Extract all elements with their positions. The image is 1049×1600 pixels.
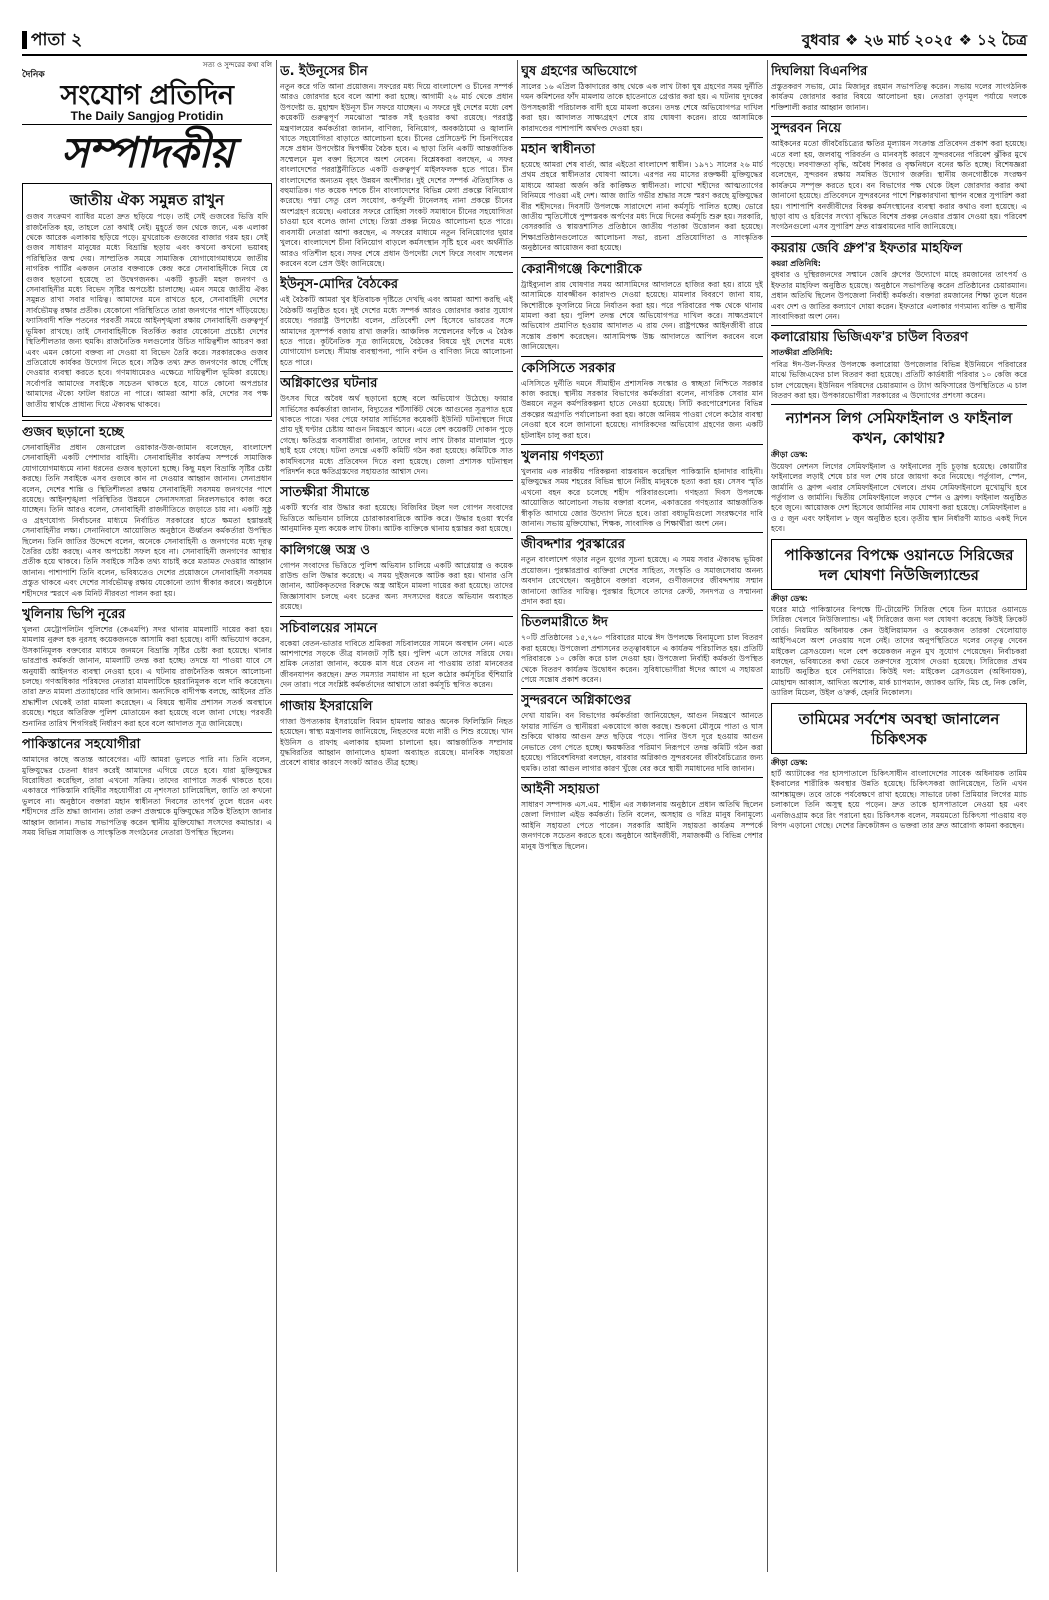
story-body: গাজা উপত্যকায় ইসরায়েলি বিমান হামলায় আরও অনেক ফিলিস্তিনি নিহত হয়েছেন। স্বাস্থ্য মন্ত্রণালয় জানিয়েছে, নিহতদের মধ্যে নারী ও শিশু রয়েছে। খান ইউনিস ও রাফাহ এলাকায় হামলা চালানো হয়। আন্তর্জাতিক সম্প্রদায় যুদ্ধবিরতির আহ্বান জানালেও হামলা অব্যাহত রয়েছে। মানবিক সহায়তা প্রবেশে বাধার কারণে সংকট আরও তীব্র হচ্ছে। — [280, 716, 513, 768]
page-number-marker-icon — [22, 31, 27, 49]
story-headline: তামিমের সর্বশেষ অবস্থা জানালেন চিকিৎসক — [798, 709, 1000, 748]
story-body: উৎসব ঘিরে অবৈধ অর্থ ছড়ানো হচ্ছে বলে অভিযোগ উঠেছে। ফায়ার সার্ভিসের কর্মকর্তারা জানান, বিদ্যুতের শর্টসার্কিট থেকে আগুনের সূত্রপাত হয়ে থাকতে পারে। খবর পেয়ে ফায়ার সার্ভিসের কয়েকটি ইউনিট ঘটনাস্থলে গিয়ে প্রায় দুই ঘণ্টার চেষ্টায় আগুন নিয়ন্ত্রণে আনে। এতে বেশ কয়েকটি দোকান পুড়ে গেছে। ক্ষতিগ্রস্ত ব্যবসায়ীরা জানান, তাদের লাখ লাখ টাকার মালামাল পুড়ে ছাই হয়ে গেছে। ঘটনা তদন্তে একটি কমিটি গঠন করা হয়েছে। কমিটিকে সাত কার্যদিবসের মধ্যে প্রতিবেদন দিতে বলা হয়েছে। জেলা প্রশাসক ঘটনাস্থল পরিদর্শন করে ক্ষতিগ্রস্তদের সহায়তার আশ্বাস দেন। — [280, 394, 513, 476]
story-body: নতুন করে গতি আনা প্রয়োজন। সফরের মধ্য দিয়ে বাংলাদেশ ও চীনের সম্পর্ক আরও জোরদার হবে বলে আশা করা হচ্ছে। আগামী ২৬ মার্চ থেকে প্রধান উপদেষ্টা ড. মুহাম্মদ ইউনূস চীন সফরে যাচ্ছেন। এ সফরে দুই দেশের মধ্যে বেশ কয়েকটি গুরুত্বপূর্ণ সমঝোতা স্মারক সই হওয়ার কথা রয়েছে। পররাষ্ট্র মন্ত্রণালয়ের কর্মকর্তারা জানান, বাণিজ্য, বিনিয়োগ, অবকাঠামো ও জ্বালানি খাতে সহযোগিতা বাড়াতে আলোচনা হবে। চীনের প্রেসিডেন্ট শি চিনপিংয়ের সঙ্গে প্রধান উপদেষ্টার দ্বিপক্ষীয় বৈঠক হবে। এ ছাড়া তিনি একটি আন্তর্জাতিক সম্মেলনে মূল বক্তা হিসেবে অংশ নেবেন। বিশ্লেষকরা বলছেন, এ সফর বাংলাদেশের পররাষ্ট্রনীতিতে একটি গুরুত্বপূর্ণ মাইলফলক হতে পারে। চীন বাংলাদেশের অন্যতম বৃহৎ উন্নয়ন অংশীদার। দুই দেশের সম্পর্ক ঐতিহাসিক ও বহুমাত্রিক। গত কয়েক দশকে চীন বাংলাদেশের বিভিন্ন মেগা প্রকল্পে বিনিয়োগ করেছে। পদ্মা সেতু রেল সংযোগ, কর্ণফুলী টানেলসহ নানা প্রকল্পে চীনের অংশগ্রহণ রয়েছে। এবারের সফরে রোহিঙ্গা সংকট সমাধানে চীনের সহযোগিতা চাওয়া হবে বলেও জানা গেছে। তিস্তা প্রকল্প নিয়েও আলোচনা হতে পারে। ব্যবসায়ী নেতারা আশা করছেন, এ সফরের মাধ্যমে নতুন বিনিয়োগের দুয়ার খুলবে। বাংলাদেশে চীনা বিনিয়োগ বাড়লে কর্মসংস্থান সৃষ্টি হবে এবং অর্থনীতি আরও গতিশীল হবে। সফর শেষে প্রধান উপদেষ্টা দেশে ফিরে সংবাদ সম্মেলন করবেন বলে প্রেস উইং জানিয়েছে। — [280, 82, 513, 268]
column-divider — [276, 60, 277, 1572]
story-headline: ইউনূস-মোদির বৈঠকের — [280, 277, 399, 293]
story-headline: দিঘলিয়া বিএনপির — [771, 64, 868, 79]
story-box — [771, 703, 1027, 754]
story-headline: জীবদ্দশার পুরস্কারের — [521, 537, 625, 553]
section-rule — [521, 257, 763, 258]
story-body: সেনাবাহিনীর প্রধান জেনারেল ওয়াকার-উজ-জামান বলেছেন, বাংলাদেশ সেনাবাহিনী একটি পেশাদার বাহিনী। সেনাবাহিনীর কার্যক্রম সম্পর্কে সামাজিক যোগাযোগমাধ্যমে নানা ধরনের গুজব ছড়ানো হচ্ছে। কিছু মহল বিভ্রান্তি সৃষ্টির চেষ্টা করছে। তিনি সবাইকে এসব গুজবে কান না দেওয়ার আহ্বান জানান। সেনাপ্রধান বলেন, দেশের শান্তি ও স্থিতিশীলতা রক্ষায় সেনাবাহিনী সবসময় জনগণের পাশে রয়েছে। আইনশৃঙ্খলা পরিস্থিতির উন্নয়নে সেনাসদস্যরা নিরলসভাবে কাজ করে যাচ্ছেন। তিনি আরও বলেন, সেনাবাহিনী রাজনীতিতে জড়াতে চায় না। একটি সুষ্ঠু ও গ্রহণযোগ্য নির্বাচনের মাধ্যমে নির্বাচিত সরকারের হাতে ক্ষমতা হস্তান্তরই সেনাবাহিনীর লক্ষ্য। সেনানিবাসে আয়োজিত অনুষ্ঠানে ঊর্ধ্বতন কর্মকর্তারা উপস্থিত ছিলেন। তিনি জাতির উদ্দেশে বলেন, অনেকে সেনাবাহিনী ও জনগণের মধ্যে দূরত্ব তৈরির চেষ্টা করছে। এসব অপচেষ্টা সফল হবে না। সেনাবাহিনী জনগণের আস্থার প্রতীক হয়ে থাকবে। তিনি সবাইকে সঠিক তথ্য যাচাই করে মতামত দেওয়ার আহ্বান জানান। পাশাপাশি তিনি বলেন, ভবিষ্যতেও দেশের প্রয়োজনে সেনাবাহিনী সবসময় প্রস্তুত থাকবে এবং দেশের সার্বভৌমত্ব রক্ষায় যেকোনো ত্যাগ স্বীকার করবে। অনুষ্ঠানে শহীদদের স্মরণে এক মিনিট নীরবতা পালন করা হয়। — [22, 442, 272, 598]
issue-date: বুধবার ❖ ২৬ মার্চ ২০২৫ ❖ ১২ চৈত্র — [801, 30, 1027, 49]
column-divider — [517, 60, 518, 1572]
story-headline: মহান স্বাধীনতা — [521, 142, 596, 158]
section-rule — [521, 356, 763, 357]
story-body: সাধারণ সম্পাদক এস.এম. শাহীন এর সঞ্চালনায় অনুষ্ঠানে প্রধান অতিথি ছিলেন জেলা লিগ্যাল এইড কর্মকর্তা। তিনি বলেন, অসহায় ও দরিদ্র মানুষ বিনামূল্যে আইনি সহায়তা পেতে পারেন। সরকারি আইনি সহায়তা কার্যক্রম সম্পর্কে জনগণকে সচেতন করতে হবে। অনুষ্ঠানে আইনজীবী, সমাজকর্মী ও বিভিন্ন পেশার মানুষ উপস্থিত ছিলেন। — [521, 799, 763, 851]
story-headline: পাকিস্তানের বিপক্ষে ওয়ানডে সিরিজের দল ঘোষণা নিউজিল্যান্ডের — [784, 545, 1014, 584]
story-body: উয়েফা নেশনস লিগের সেমিফাইনাল ও ফাইনালের সূচি চূড়ান্ত হয়েছে। কোয়ার্টার ফাইনালের লড়াই শেষে চার দল শেষ চারে জায়গা করে নিয়েছে। পর্তুগাল, স্পেন, জার্মানি ও ফ্রান্স এবার সেমিফাইনালে খেলবে। প্রথম সেমিফাইনালে মুখোমুখি হবে পর্তুগাল ও জার্মানি। দ্বিতীয় সেমিফাইনালে লড়বে স্পেন ও ফ্রান্স। ফাইনাল অনুষ্ঠিত হবে জুনে। আয়োজক দেশ হিসেবে জার্মানির নাম ঘোষণা করা হয়েছে। সেমিফাইনাল ৪ ও ৫ জুন এবং ফাইনাল ৮ জুন অনুষ্ঠিত হবে। তৃতীয় স্থান নির্ধারণী ম্যাচও একই দিনে হবে। — [771, 461, 1027, 534]
section-rule — [280, 538, 513, 539]
story-reporter: ক্রীড়া ডেস্ক: — [771, 757, 808, 767]
story-body: হার্ট অ্যাটাকের পর হাসপাতালে চিকিৎসাধীন বাংলাদেশের সাবেক অধিনায়ক তামিম ইকবালের শারীরিক অবস্থার উন্নতি হয়েছে। চিকিৎসকরা জানিয়েছেন, তিনি এখন আশঙ্কামুক্ত। তবে তাকে পর্যবেক্ষণে রাখা হয়েছে। সাভারে ঢাকা প্রিমিয়ার লিগের ম্যাচ চলাকালে তিনি অসুস্থ হয়ে পড়েন। দ্রুত তাকে হাসপাতালে নেওয়া হয় এবং এনজিওগ্রাম করে রিং পরানো হয়। চিকিৎসক বলেন, সময়মতো চিকিৎসা পাওয়ায় বড় বিপদ এড়ানো গেছে। দেশের ক্রিকেটাঙ্গন ও ভক্তরা তার দ্রুত আরোগ্য কামনা করছেন। — [771, 769, 1027, 831]
story-headline: কলারোয়ায় ভিজিএফ'র চাউল বিতরণ — [771, 330, 968, 346]
story-headline: ঘুষ গ্রহণের অভিযোগে — [521, 64, 637, 79]
page-number — [22, 27, 82, 55]
story-headline: অগ্নিকাণ্ডের ঘটনার — [280, 376, 378, 392]
story-body: খুলনা মেট্রোপলিটন পুলিশের (কেএমপি) সদর থানায় মামলাটি দায়ের করা হয়। মামলায় নুরুল হক নুরসহ কয়েকজনকে আসামি করা হয়েছে। বাদী অভিযোগ করেন, উসকানিমূলক বক্তব্যের মাধ্যমে জনমনে বিভ্রান্তি সৃষ্টির চেষ্টা করা হয়েছে। থানার ভারপ্রাপ্ত কর্মকর্তা জানান, মামলাটি তদন্ত করা হচ্ছে। তদন্তে যা পাওয়া যাবে সে অনুযায়ী আইনগত ব্যবস্থা নেওয়া হবে। এ ঘটনায় রাজনৈতিক অঙ্গনে আলোচনা চলছে। গণঅধিকার পরিষদের নেতারা মামলাটিকে হয়রানিমূলক বলে দাবি করেছেন। তারা দ্রুত মামলা প্রত্যাহারের দাবি জানান। অন্যদিকে বাদীপক্ষ বলছে, আইনের প্রতি শ্রদ্ধাশীল থেকেই তারা মামলা করেছেন। এ বিষয়ে স্থানীয় প্রশাসন সতর্ক অবস্থানে রয়েছে। শহরে অতিরিক্ত পুলিশ মোতায়েন করা হয়েছে বলে জানা গেছে। পরবর্তী শুনানির তারিখ শিগগিরই নির্ধারণ করা হবে বলে আদালত সূত্র জানিয়েছে। — [22, 625, 272, 728]
story-headline: গুজব ছড়ানো হচ্ছে — [22, 424, 124, 440]
story-headline: ন্যাশনস লিগ সেমিফাইনাল ও ফাইনাল কখন, কোথায়? — [785, 409, 1013, 448]
section-rule — [521, 688, 763, 689]
story-headline: চিতলমারীতে ঈদ — [521, 615, 608, 631]
section-rule — [521, 532, 763, 533]
story-headline: সচিবালয়ের সামনে — [280, 620, 378, 636]
story-body: সালের ১৬ এপ্রিল ঠিকাদারের কাছ থেকে এক লাখ টাকা ঘুষ গ্রহণের সময় দুর্নীতি দমন কমিশনের ফাঁদ মামলায় তাকে হাতেনাতে গ্রেপ্তার করা হয়। এ ঘটনায় দুদকের উপসহকারী পরিচালক বাদী হয়ে মামলা করেন। তদন্ত শেষে অভিযোগপত্র দাখিল করা হয়। আদালত সাক্ষ্যগ্রহণ শেষে রায় ঘোষণা করেন। রায়ে আসামিকে কারাদণ্ডের পাশাপাশি অর্থদণ্ড দেওয়া হয়। — [521, 82, 763, 133]
editorial-headline: জাতীয় ঐক্য সমুন্নত রাখুন — [69, 191, 225, 210]
story-body: এসিসিতে দুর্নীতি দমনে সীমাহীন প্রশাসনিক সংস্কার ও স্বচ্ছতা নিশ্চিতে সরকার কাজ করছে। স্থানীয় সরকার বিভাগের কর্মকর্তারা বলেন, নাগরিক সেবার মান উন্নয়নে নতুন কর্মপরিকল্পনা হাতে নেওয়া হয়েছে। সিটি করপোরেশনের বিভিন্ন প্রকল্পের অগ্রগতি পর্যালোচনা করা হয়। কাজে অনিয়ম পাওয়া গেলে কঠোর ব্যবস্থা নেওয়া হবে বলে জানানো হয়েছে। নাগরিকদের অভিযোগ গ্রহণের জন্য একটি হটলাইন চালু করা হবে। — [521, 378, 763, 440]
story-headline: কেরানীগঞ্জে কিশোরীকে — [521, 261, 642, 277]
editorial-body: গুজব সংক্রমণ ব্যাধির মতো দ্রুত ছড়িয়ে পড়ে। তাই সেই গুজবের ভিত্তি যদি রাজনৈতিক হয়, তাহলে তো কথাই নেই। মুহূর্তে জন থেকে জনে, এক এলাকা থেকে আরেক এলাকায় ছড়িয়ে পড়ে। মুখরোচক গুজবের বাজার গরম হয়। সেই গুজব সাধারণ মানুষের মধ্যে বিভ্রান্তি ছড়ায় এবং কখনো কখনো ভয়াবহ পরিস্থিতির জন্ম দেয়। সাম্প্রতিক সময়ে সামাজিক যোগাযোগমাধ্যমে জাতীয় নাগরিক পার্টির একজন নেতার বক্তব্যকে কেন্দ্র করে সেনাবাহিনীকে নিয়ে যে গুজব ছড়ানো হয়েছে তা উদ্বেগজনক। একটি কুচক্রী মহল জনগণ ও সেনাবাহিনীর মধ্যে বিভেদ সৃষ্টির অপচেষ্টা চালাচ্ছে। এমন সময়ে জাতীয় ঐক্য সমুন্নত রাখা সবার দায়িত্ব। আমাদের মনে রাখতে হবে, সেনাবাহিনী দেশের সার্বভৌমত্ব রক্ষার প্রতীক। যেকোনো পরিস্থিতিতে তারা জনগণের পাশে দাঁড়িয়েছে। ফ্যাসিবাদী শক্তি পতনের পরবর্তী সময়ে আইনশৃঙ্খলা রক্ষায় সেনাবাহিনী গুরুত্বপূর্ণ ভূমিকা রাখছে। তাই সেনাবাহিনীকে বিতর্কিত করার যেকোনো প্রচেষ্টা দেশের স্থিতিশীলতার জন্য হুমকি। রাজনৈতিক দলগুলোর উচিত দায়িত্বশীল আচরণ করা এবং এমন কোনো বক্তব্য না দেওয়া যা বিভেদ তৈরি করে। সরকারকেও গুজব প্রতিরোধে কার্যকর উদ্যোগ নিতে হবে। সঠিক তথ্য দ্রুত জনগণের কাছে পৌঁছে দেওয়ার ব্যবস্থা করতে হবে। গণমাধ্যমেরও এক্ষেত্রে দায়িত্বশীল ভূমিকা রয়েছে। সর্বোপরি আমাদের সবাইকে সচেতন থাকতে হবে, যাতে কোনো অপপ্রচার আমাদের ঐক্যে ফাটল ধরাতে না পারে। আমরা আশা করি, দেশের সব পক্ষ জাতীয় স্বার্থকে প্রাধান্য দিয়ে ঐক্যবদ্ধ থাকবে। — [26, 212, 268, 409]
story-body: হয়েছে আমরা শেষ বার্তা, আর এইতো বাংলাদেশ স্বাধীন। ১৯৭১ সালের ২৬ মার্চ প্রথম প্রহরে স্বাধীনতার ঘোষণা আসে। এরপর নয় মাসের রক্তক্ষয়ী মুক্তিযুদ্ধের মাধ্যমে আমরা অর্জন করি কাঙ্ক্ষিত স্বাধীনতা। লাখো শহীদের আত্মত্যাগের বিনিময়ে পাওয়া এই দেশ। আজ জাতি গভীর শ্রদ্ধার সঙ্গে স্মরণ করছে মুক্তিযুদ্ধের বীর শহীদদের। দিবসটি উপলক্ষে সারাদেশে নানা কর্মসূচি পালিত হচ্ছে। ভোরে জাতীয় স্মৃতিসৌধে পুষ্পস্তবক অর্পণের মধ্য দিয়ে দিনের কর্মসূচি শুরু হয়। সরকারি, বেসরকারি ও স্বায়ত্তশাসিত প্রতিষ্ঠানে জাতীয় পতাকা উত্তোলন করা হয়েছে। শিক্ষাপ্রতিষ্ঠানগুলোতে আলোচনা সভা, রচনা প্রতিযোগিতা ও সাংস্কৃতিক অনুষ্ঠানের আয়োজন করা হয়েছে। — [521, 160, 763, 253]
editorial-box — [22, 183, 272, 417]
story-headline: খুলনায় গণহত্যা — [521, 448, 604, 464]
story-reporter: সাতক্ষীরা প্রতিনিধি: — [771, 348, 833, 358]
section-rule — [771, 404, 1027, 405]
story-body: দেখা যায়নি। বন বিভাগের কর্মকর্তারা জানিয়েছেন, আগুন নিয়ন্ত্রণে আনতে ফায়ার সার্ভিস ও স্থানীয়রা একযোগে কাজ করছে। শুকনো মৌসুমে পাতা ও ঘাস শুকিয়ে থাকায় আগুন দ্রুত ছড়িয়ে পড়ে। পানির উৎস দূরে হওয়ায় আগুন নেভাতে বেগ পেতে হচ্ছে। ক্ষয়ক্ষতির পরিমাণ নিরূপণে তদন্ত কমিটি গঠন করা হয়েছে। পরিবেশবিদরা বলছেন, বারবার অগ্নিকাণ্ড সুন্দরবনের জীববৈচিত্র্যের জন্য হুমকি। তারা আগুন লাগার কারণ খুঁজে বের করে স্থায়ী সমাধানের দাবি জানান। — [521, 711, 763, 773]
section-rule — [771, 236, 1027, 237]
story-body: ট্রাইব্যুনাল রায় ঘোষণার সময় আসামিদের আদালতে হাজির করা হয়। রায়ে দুই আসামিকে যাবজ্জীবন কারাদণ্ড দেওয়া হয়েছে। মামলার বিবরণে জানা যায়, কিশোরীকে ফুসলিয়ে নিয়ে নির্যাতন করা হয়। পরে পরিবারের পক্ষ থেকে থানায় মামলা করা হয়। পুলিশ তদন্ত শেষে অভিযোগপত্র দাখিল করে। সাক্ষ্যপ্রমাণে অভিযোগ প্রমাণিত হওয়ায় আদালত এ রায় দেন। রাষ্ট্রপক্ষের আইনজীবী রায়ে সন্তোষ প্রকাশ করেছেন। আসামিপক্ষ উচ্চ আদালতে আপিল করবেন বলে জানিয়েছেন। — [521, 279, 763, 352]
section-rule — [280, 371, 513, 372]
masthead-name-en: The Daily Sangjog Protidin — [70, 108, 224, 123]
column-4 — [771, 60, 1027, 1572]
story-body: গোপন সংবাদের ভিত্তিতে পুলিশ অভিযান চালিয়ে একটি আগ্নেয়াস্ত্র ও কয়েক রাউন্ড গুলি উদ্ধার করেছে। এ সময় দুইজনকে আটক করা হয়। থানার ওসি জানান, আটককৃতদের বিরুদ্ধে অস্ত্র আইনে মামলা দায়ের করা হয়েছে। তাদের জিজ্ঞাসাবাদ চলছে এবং চক্রের অন্য সদস্যদের ধরতে অভিযান অব্যাহত রয়েছে। — [280, 560, 513, 612]
column-2 — [280, 60, 513, 1572]
story-headline: সুন্দরবন নিয়ে — [771, 121, 842, 137]
page-number-label: পাতা ২ — [31, 30, 83, 50]
column-divider — [767, 60, 768, 1572]
story-reporter: ক্রীড়া ডেস্ক: — [771, 450, 808, 460]
masthead-daily: দৈনিক — [22, 70, 45, 81]
story-box — [771, 539, 1027, 590]
story-reporter: ক্রীড়া ডেস্ক: — [771, 593, 808, 603]
editorial-section-title: সম্পাদকীয় — [61, 128, 233, 178]
story-body: এই বৈঠকটি আমরা খুব ইতিবাচক দৃষ্টিতে দেখছি এবং আমরা আশা করছি এই বৈঠকটি অনুষ্ঠিত হবে। দুই দেশের মধ্যে সম্পর্ক আরও জোরদার করার সুযোগ রয়েছে। পররাষ্ট্র উপদেষ্টা বলেন, প্রতিবেশী দেশ হিসেবে ভারতের সঙ্গে আমাদের সুসম্পর্ক বজায় রাখা জরুরি। আঞ্চলিক সম্মেলনের ফাঁকে এ বৈঠক হতে পারে। কূটনৈতিক সূত্র জানিয়েছে, বৈঠকের বিষয়ে দুই দেশের মধ্যে যোগাযোগ চলছে। সীমান্ত ব্যবস্থাপনা, পানি বণ্টন ও বাণিজ্য নিয়ে আলোচনা হতে পারে। — [280, 295, 513, 367]
story-body: একটি স্বর্ণের বার উদ্ধার করা হয়েছে। বিজিবির টহল দল গোপন সংবাদের ভিত্তিতে অভিযান চালিয়ে চোরাকারবারিকে আটক করে। উদ্ধার হওয়া স্বর্ণের আনুমানিক মূল্য কয়েক লাখ টাকা। আটক ব্যক্তিকে থানায় হস্তান্তর করা হয়েছে। — [280, 503, 513, 534]
story-headline: সুন্দরবনে অগ্নিকাণ্ডের — [521, 693, 631, 709]
story-reporter: কয়রা প্রতিনিধি: — [771, 258, 821, 268]
section-rule — [280, 480, 513, 481]
section-rule — [280, 694, 513, 695]
story-headline: সাতক্ষীরা সীমান্তে — [280, 485, 370, 501]
story-headline: কেসিসিতে সরকার — [521, 360, 616, 376]
story-body: নতুন বাংলাদেশ গড়ার নতুন যুগের সূচনা হয়েছে। এ সময় সবার ঐক্যবদ্ধ ভূমিকা প্রয়োজন। পুরস্কারপ্রাপ্ত ব্যক্তিরা দেশের সাহিত্য, সংস্কৃতি ও সমাজসেবায় অনন্য অবদান রেখেছেন। অনুষ্ঠানে বক্তারা বলেন, গুণীজনদের জীবদ্দশায় সম্মান জানানো জাতির দায়িত্ব। পুরস্কার হিসেবে তাদের ক্রেস্ট, সনদপত্র ও সম্মাননা প্রদান করা হয়। — [521, 555, 763, 607]
story-headline: ড. ইউনূসের চীন — [280, 64, 368, 79]
section-rule — [22, 420, 272, 421]
story-body: আইকনের মতো জীববৈচিত্র্যের ক্ষতির মূল্যায়ন সংক্রান্ত প্রতিবেদন প্রকাশ করা হয়েছে। এতে বলা হয়, জলবায়ু পরিবর্তন ও মানবসৃষ্ট কারণে সুন্দরবনের পরিবেশ ঝুঁকির মুখে পড়েছে। লবণাক্ততা বৃদ্ধি, অবৈধ শিকার ও বৃক্ষনিধনে বনের ক্ষতি হচ্ছে। বিশেষজ্ঞরা বলেছেন, সুন্দরবন রক্ষায় সমন্বিত উদ্যোগ জরুরি। স্থানীয় জনগোষ্ঠীকে সংরক্ষণ কার্যক্রমে সম্পৃক্ত করতে হবে। বন বিভাগের পক্ষ থেকে টহল জোরদার করার কথা জানানো হয়েছে। প্রতিবেদনে সুন্দরবনের পাশে শিল্পকারখানা স্থাপন বন্ধের সুপারিশ করা হয়। পাশাপাশি বনজীবীদের বিকল্প কর্মসংস্থানের ব্যবস্থা করার কথাও বলা হয়েছে। এ ছাড়া বাঘ ও হরিণের সংখ্যা বৃদ্ধিতে বিশেষ প্রকল্প নেওয়ার প্রস্তাব দেওয়া হয়। পরিবেশ সংগঠনগুলো এসব সুপারিশ দ্রুত বাস্তবায়নের দাবি জানিয়েছে। — [771, 139, 1027, 232]
column-3 — [521, 60, 763, 1572]
story-headline: আইনী সহায়তা — [521, 781, 600, 797]
story-body: খুলনায় এক নারকীয় পরিকল্পনা বাস্তবায়ন করেছিল পাকিস্তানি হানাদার বাহিনী। মুক্তিযুদ্ধের সময় শহরের বিভিন্ন স্থানে নিরীহ মানুষকে হত্যা করা হয়। সেসব স্মৃতি এখনো বহন করে চলেছে শহীদ পরিবারগুলো। গণহত্যা দিবস উপলক্ষে আয়োজিত আলোচনা সভায় বক্তারা বলেন, একাত্তরের গণহত্যার আন্তর্জাতিক স্বীকৃতি আদায়ে জোর উদ্যোগ নিতে হবে। তারা বধ্যভূমিগুলো সংরক্ষণের দাবি জানান। সভায় মুক্তিযোদ্ধা, শিক্ষক, সাংবাদিক ও শিক্ষার্থীরা অংশ নেন। — [521, 466, 763, 528]
column-1 — [22, 60, 272, 1572]
story-headline: খুলিনায় ভিপি নূরের — [22, 607, 126, 623]
section-rule — [521, 137, 763, 138]
page-header-bar — [22, 28, 1027, 56]
section-rule — [521, 444, 763, 445]
story-body: প্রস্তুতকরণ সভায়, মোঃ মিজানুর রহমান সভাপতিত্ব করেন। সভায় দলের সাংগঠনিক কার্যক্রম জোরদার করার বিষয়ে আলোচনা হয়। নেতারা তৃণমূল পর্যায়ে দলকে শক্তিশালী করার আহ্বান জানান। — [771, 82, 1027, 112]
story-headline: গাজায় ইসরায়েলি — [280, 698, 373, 714]
story-body: আমাদের কাছে অত্যন্ত আবেগের। এটি আমরা ভুলতে পারি না। তিনি বলেন, মুক্তিযুদ্ধের চেতনা ধারণ করেই আমাদের এগিয়ে যেতে হবে। যারা মুক্তিযুদ্ধের বিরোধিতা করেছিল, তারা এখনো সক্রিয়। তাদের ব্যাপারে সতর্ক থাকতে হবে। একাত্তরে পাকিস্তানি বাহিনীর সহযোগীরা যে নৃশংসতা চালিয়েছিল, জাতি তা কখনো ভুলবে না। অনুষ্ঠানে বক্তারা মহান স্বাধীনতা দিবসের তাৎপর্য তুলে ধরেন এবং শহীদদের প্রতি শ্রদ্ধা জানান। তারা তরুণ প্রজন্মকে মুক্তিযুদ্ধের সঠিক ইতিহাস জানার আহ্বান জানান। সভায় সভাপতিত্ব করেন স্থানীয় মুক্তিযোদ্ধা সংসদের কমান্ডার। এ সময় বিভিন্ন সামাজিক ও সাংস্কৃতিক সংগঠনের নেতারা উপস্থিত ছিলেন। — [22, 755, 272, 837]
masthead — [22, 60, 272, 125]
section-rule — [771, 116, 1027, 117]
story-body: ৭০টি প্রতিষ্ঠানের ১৫,৭৬০ পরিবারের মাঝে ঈদ উপলক্ষে বিনামূল্যে চাল বিতরণ করা হয়েছে। উপজেলা প্রশাসনের তত্ত্বাবধানে এ কার্যক্রম পরিচালিত হয়। প্রতিটি পরিবারকে ১০ কেজি করে চাল দেওয়া হয়। উপজেলা নির্বাহী কর্মকর্তা উপস্থিত থেকে বিতরণ কার্যক্রম উদ্বোধন করেন। সুবিধাভোগীরা ঈদের আগে এ সহায়তা পেয়ে সন্তোষ প্রকাশ করেন। — [521, 633, 763, 685]
section-rule — [280, 616, 513, 617]
section-rule — [280, 272, 513, 273]
section-rule — [521, 610, 763, 611]
story-body: বুধবার ও দুস্থিরজনদের সম্মানে জেবি গ্রুপের উদ্যোগে মাহে রমজানের তাৎপর্য ও ইফতার মাহফিল অনুষ্ঠিত হয়েছে। অনুষ্ঠানে সভাপতিত্ব করেন প্রতিষ্ঠানের চেয়ারম্যান। প্রধান অতিথি ছিলেন উপজেলা নির্বাহী কর্মকর্তা। বক্তারা রমজানের শিক্ষা তুলে ধরেন এবং দেশ ও জাতির কল্যাণে দোয়া করেন। ইফতারে এলাকার গণ্যমান্য ব্যক্তি ও স্থানীয় সাংবাদিকরা অংশ নেন। — [771, 270, 1027, 321]
section-rule — [521, 777, 763, 778]
masthead-name-bn: সংযোগ প্রতিদিন — [60, 79, 234, 111]
story-body: বকেয়া বেতন-ভাতার দাবিতে শ্রমিকরা সচিবালয়ের সামনে অবস্থান নেন। এতে আশপাশের সড়কে তীব্র যানজট সৃষ্টি হয়। পুলিশ এসে তাদের সরিয়ে দেয়। শ্রমিক নেতারা জানান, কয়েক মাস ধরে বেতন না পাওয়ায় তারা মানবেতর জীবনযাপন করছেন। দ্রুত সমস্যার সমাধান না হলে কঠোর কর্মসূচির হুঁশিয়ারি দেন তারা। পরে সংশ্লিষ্ট কর্মকর্তাদের আশ্বাসে তারা কর্মসূচি স্থগিত করেন। — [280, 638, 513, 690]
story-headline: কালিগঞ্জে অস্ত্র ও — [280, 542, 370, 558]
story-body: পবিত্র ঈদ-উল-ফিতর উপলক্ষে কলারোয়া উপজেলার বিভিন্ন ইউনিয়নে পরিবারের মাঝে ভিজিএফের চাল বিতরণ করা হয়েছে। প্রতিটি কার্ডধারী পরিবার ১০ কেজি করে চাল পেয়েছেন। ইউনিয়ন পরিষদের চেয়ারম্যান ও ট্যাগ অফিসারের উপস্থিতিতে এ চাল বিতরণ করা হয়। উপকারভোগীরা সরকারের এ উদ্যোগের প্রশংসা করেন। — [771, 359, 1027, 400]
masthead-tagline: সত্য ও সুন্দরের কথা বলি — [202, 61, 272, 69]
story-body: ঘরের মাঠে পাকিস্তানের বিপক্ষে টি-টোয়েন্টি সিরিজ শেষে তিন ম্যাচের ওয়ানডে সিরিজ খেলবে নিউজিল্যান্ড। এই সিরিজের জন্য দল ঘোষণা করেছে কিউই ক্রিকেট বোর্ড। নিয়মিত অধিনায়ক কেন উইলিয়ামসন ও কয়েকজন তারকা খেলোয়াড় আইপিএলে অংশ নেওয়ায় দলে নেই। তাদের অনুপস্থিতিতে দলের নেতৃত্ব দেবেন মাইকেল ব্রেসওয়েল। দলে বেশ কয়েকজন নতুন মুখ সুযোগ পেয়েছেন। নির্বাচকরা বলছেন, ভবিষ্যতের কথা ভেবে তরুণদের সুযোগ দেওয়া হয়েছে। সিরিজের প্রথম ম্যাচটি অনুষ্ঠিত হবে নেপিয়ারে। কিউই দল: মাইকেল ব্রেসওয়েল (অধিনায়ক), মোহাম্মদ আব্বাস, আদিত্য অশোক, মার্ক চ্যাপম্যান, জ্যাকব ডাফি, মিচ হে, নিক কেলি, ড্যারিল মিচেল, উইল ও'রুর্ক, হেনরি নিকোলস। — [771, 605, 1027, 698]
story-headline: পাকিস্তানের সহযোগীরা — [22, 737, 141, 753]
section-rule — [771, 325, 1027, 326]
story-headline: কয়রায় জেবি গ্রুপ'র ইফতার মাহফিল — [771, 240, 963, 256]
section-rule — [22, 732, 272, 733]
section-rule — [22, 602, 272, 603]
